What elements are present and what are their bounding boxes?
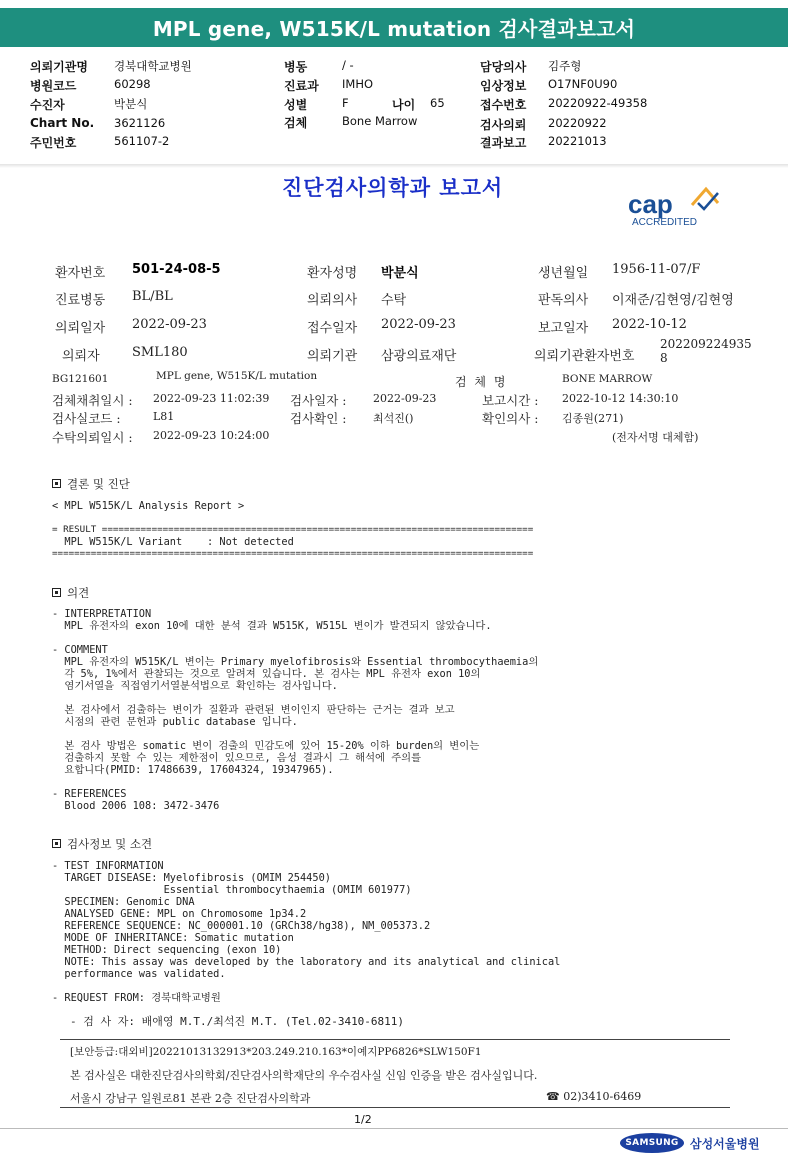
cap-logo-icon	[626, 185, 726, 229]
lab-report-title: 진단검사의학과 보고서	[282, 175, 504, 200]
hdr-specimen: 검체	[284, 116, 308, 130]
value-verify-doctor: 김종원(271)	[562, 412, 624, 425]
test-info-line-10: performance was validated.	[52, 968, 226, 980]
value-requesting-doctor: 수탁	[381, 293, 407, 308]
label-report-time: 보고시간 :	[482, 393, 539, 408]
certification-line: 본 검사실은 대한진단검사의학회/진단검사의학재단의 우수검사실 신임 인증을 받은 검사실입니다.	[70, 1069, 538, 1082]
samsung-logo-icon: SAMSUNG	[620, 1133, 684, 1153]
hdr-resident-no-value: 561107-2	[114, 134, 170, 148]
label-exam-confirm: 검사확인 :	[290, 411, 347, 426]
value-collect-time: 2022-09-23 11:02:39	[153, 392, 270, 405]
label-institution-patient-no: 의뢰기관환자번호	[534, 349, 635, 364]
test-info-line-3: Essential thrombocythaemia (OMIM 601977)	[52, 884, 412, 896]
label-patient-name: 환자성명	[307, 266, 358, 281]
test-info-line-9: NOTE: This assay was developed by the laboratory and its analytical and clinical	[52, 956, 561, 968]
test-info-line-1: - TEST INFORMATION	[52, 860, 164, 872]
value-patient-name: 박분식	[381, 266, 419, 281]
value-birth-date: 1956-11-07/F	[612, 262, 701, 277]
hdr-specimen-value: Bone Marrow	[342, 114, 418, 128]
value-institution-patient-no-1: 202209224935	[660, 337, 752, 351]
comment-line-10: 검출하지 못할 수 있는 제한점이 있으므로, 음성 결과시 그 해석에 주의를	[52, 752, 422, 764]
hdr-department: 진료과	[284, 79, 319, 93]
hdr-age-value: 65	[430, 96, 445, 110]
footer-top-rule	[60, 1039, 730, 1040]
result-line-1: = RESULT ==============================================================================	[52, 524, 534, 535]
hdr-hospital: 의뢰기관명	[30, 60, 88, 74]
section-square-icon	[52, 479, 61, 488]
examiner: - 검 사 자: 배애영 M.T./최석진 M.T. (Tel.02-3410-6811)	[70, 1015, 405, 1028]
lab-phone: ☎ 02)3410-6469	[546, 1090, 642, 1103]
comment-line-2: MPL 유전자의 W515K/L 변이는 Primary myelofibrosis와 Essential thrombocythaemia의	[52, 656, 539, 668]
test-info-line-4: SPECIMEN: Genomic DNA	[52, 896, 195, 908]
value-ward: BL/BL	[132, 289, 173, 304]
hdr-sex: 성별	[284, 98, 308, 112]
comment-line-6: 본 검사에서 검출하는 변이가 질환과 관련된 변이인지 판단하는 근거는 결과 보고	[52, 704, 455, 716]
references-line-1: - REFERENCES	[52, 788, 127, 800]
value-lab-code: L81	[153, 410, 175, 423]
hdr-clinical-info: 임상정보	[480, 79, 527, 93]
hdr-ward-value: / -	[342, 58, 354, 72]
hdr-patient-value: 박분식	[114, 97, 148, 111]
label-receive-date: 접수일자	[307, 321, 358, 336]
label-lab-code: 검사실코드 :	[52, 411, 121, 426]
hdr-doctor-value: 김주형	[548, 59, 582, 73]
test-info-line-2: TARGET DISEASE: Myelofibrosis (OMIM 254450)	[52, 872, 331, 884]
test-info-line-8: METHOD: Direct sequencing (exon 10)	[52, 944, 282, 956]
value-specimen-name: BONE MARROW	[562, 373, 653, 385]
label-birth-date: 생년월일	[538, 266, 589, 281]
hdr-department-value: IMHO	[342, 77, 374, 91]
interpretation-line-1: - INTERPRETATION	[52, 608, 152, 620]
section-square-icon	[52, 839, 61, 848]
hdr-sex-value: F	[342, 96, 349, 110]
report-title-bar	[0, 8, 788, 47]
hdr-accession: 접수번호	[480, 98, 527, 112]
hdr-hospital-code: 병원코드	[30, 79, 77, 93]
interpretation-line-2: MPL 유전자의 exon 10에 대한 분석 결과 W515K, W515L 변이가 발견되지 않았습니다.	[52, 620, 492, 632]
comment-line-11: 요합니다(PMID: 17486639, 17604324, 19347965).	[52, 764, 334, 776]
section-conclusion: 결론 및 진단	[52, 476, 130, 492]
test-info-line-7: MODE OF INHERITANCE: Somatic mutation	[52, 932, 294, 944]
test-info-line-5: ANALYSED GENE: MPL on Chromosome 1p34.2	[52, 908, 307, 920]
security-line: [보안등급:대외비]20221013132913*203.249.210.163*이예지PP6826*SLW150F1	[70, 1046, 482, 1058]
hdr-patient: 수진자	[30, 98, 65, 112]
section-square-icon	[52, 588, 61, 597]
hospital-name: 삼성서울병원	[690, 1136, 760, 1151]
label-reading-doctor: 판독의사	[538, 293, 589, 308]
label-requester: 의뢰자	[62, 349, 100, 364]
label-specimen-name: 검 체 명	[455, 375, 508, 389]
label-order-time: 수탁의뢰일시 :	[52, 430, 133, 445]
hdr-chart-no-value: 3621126	[114, 116, 166, 130]
hdr-clinical-info-value: O17NF0U90	[548, 77, 618, 91]
cap-accredited-logo	[626, 185, 726, 228]
comment-line-4: 염기서열을 직접염기서열분석법으로 확인하는 검사입니다.	[52, 680, 338, 692]
samsung-hospital-logo	[620, 1133, 760, 1153]
hdr-result-date-value: 20221013	[548, 134, 607, 148]
value-patient-no: 501-24-08-5	[132, 262, 221, 277]
comment-line-9: 본 검사 방법은 somatic 변이 검출의 민감도에 있어 15-20% 이하 burden의 변이는	[52, 740, 480, 752]
page-number: 1/2	[354, 1113, 372, 1126]
comment-line-1: - COMMENT	[52, 644, 108, 656]
label-requesting-institution: 의뢰기관	[307, 349, 358, 364]
label-patient-no: 환자번호	[55, 266, 106, 281]
hdr-resident-no: 주민번호	[30, 136, 77, 150]
hdr-chart-no: Chart No.	[30, 116, 95, 130]
cap-logo-word: cap	[628, 189, 673, 219]
value-requester: SML180	[132, 345, 188, 360]
hdr-result-date: 결과보고	[480, 136, 527, 150]
value-order-time: 2022-09-23 10:24:00	[153, 429, 270, 442]
result-line-2: MPL W515K/L Variant : Not detected	[52, 536, 294, 548]
references-line-2: Blood 2006 108: 3472-3476	[52, 800, 220, 812]
value-report-time: 2022-10-12 14:30:10	[562, 392, 679, 405]
label-verify-doctor: 확인의사 :	[482, 411, 539, 426]
document-title: MPL gene, W515K/L mutation 검사결과보고서	[152, 17, 636, 41]
value-report-date: 2022-10-12	[612, 317, 687, 332]
comment-line-7: 시점의 관련 문헌과 public database 입니다.	[52, 716, 298, 728]
value-reading-doctor: 이재준/김현영/김현영	[612, 293, 734, 308]
hdr-ward: 병동	[284, 60, 308, 74]
hdr-accession-value: 20220922-49358	[548, 96, 648, 110]
cap-accredited-text: ACCREDITED	[632, 217, 698, 228]
test-name: MPL gene, W515K/L mutation	[156, 370, 318, 382]
hdr-request-date-value: 20220922	[548, 116, 607, 130]
phone-icon: ☎	[546, 1090, 560, 1103]
label-requesting-doctor: 의뢰의사	[307, 293, 358, 308]
hdr-hospital-value: 경북대학교병원	[114, 59, 192, 73]
comment-line-3: 각 5%, 1%에서 관찰되는 것으로 알려져 있습니다. 본 검사는 MPL 유전자 exon 10의	[52, 668, 481, 680]
value-exam-confirm: 최석진()	[373, 412, 414, 425]
hdr-request-date: 검사의뢰	[480, 118, 527, 132]
label-exam-date: 검사일자 :	[290, 393, 347, 408]
hdr-hospital-code-value: 60298	[114, 77, 151, 91]
result-line-3: =======================================================================================	[52, 548, 534, 559]
request-from: - REQUEST FROM: 경북대학교병원	[52, 992, 221, 1004]
label-request-date: 의뢰일자	[55, 321, 106, 336]
test-info-line-6: REFERENCE SEQUENCE: NC_000001.10 (GRCh38/hg38), NM_005373.2	[52, 920, 431, 932]
hdr-age: 나이	[392, 98, 416, 112]
value-exam-date: 2022-09-23	[373, 392, 437, 405]
value-institution-patient-no-2: 8	[660, 351, 668, 365]
label-collect-time: 검체채취일시 :	[52, 393, 133, 408]
esign-note: (전자서명 대체함)	[612, 431, 699, 444]
page-bottom-rule	[0, 1128, 788, 1129]
lab-address: 서울시 강남구 일원로81 본관 2층 진단검사의학과	[70, 1092, 311, 1105]
test-code: BG121601	[52, 373, 109, 385]
hdr-doctor: 담당의사	[480, 60, 527, 74]
analysis-report-heading: < MPL W515K/L Analysis Report >	[52, 500, 245, 512]
label-report-date: 보고일자	[538, 321, 589, 336]
section-test-info: 검사정보 및 소견	[52, 836, 152, 852]
footer-bottom-rule	[60, 1107, 730, 1108]
header-divider	[0, 164, 788, 168]
label-ward: 진료병동	[55, 293, 106, 308]
value-requesting-institution: 삼광의료재단	[381, 349, 457, 364]
section-opinion: 의견	[52, 585, 89, 601]
value-receive-date: 2022-09-23	[381, 317, 456, 332]
value-request-date: 2022-09-23	[132, 317, 207, 332]
